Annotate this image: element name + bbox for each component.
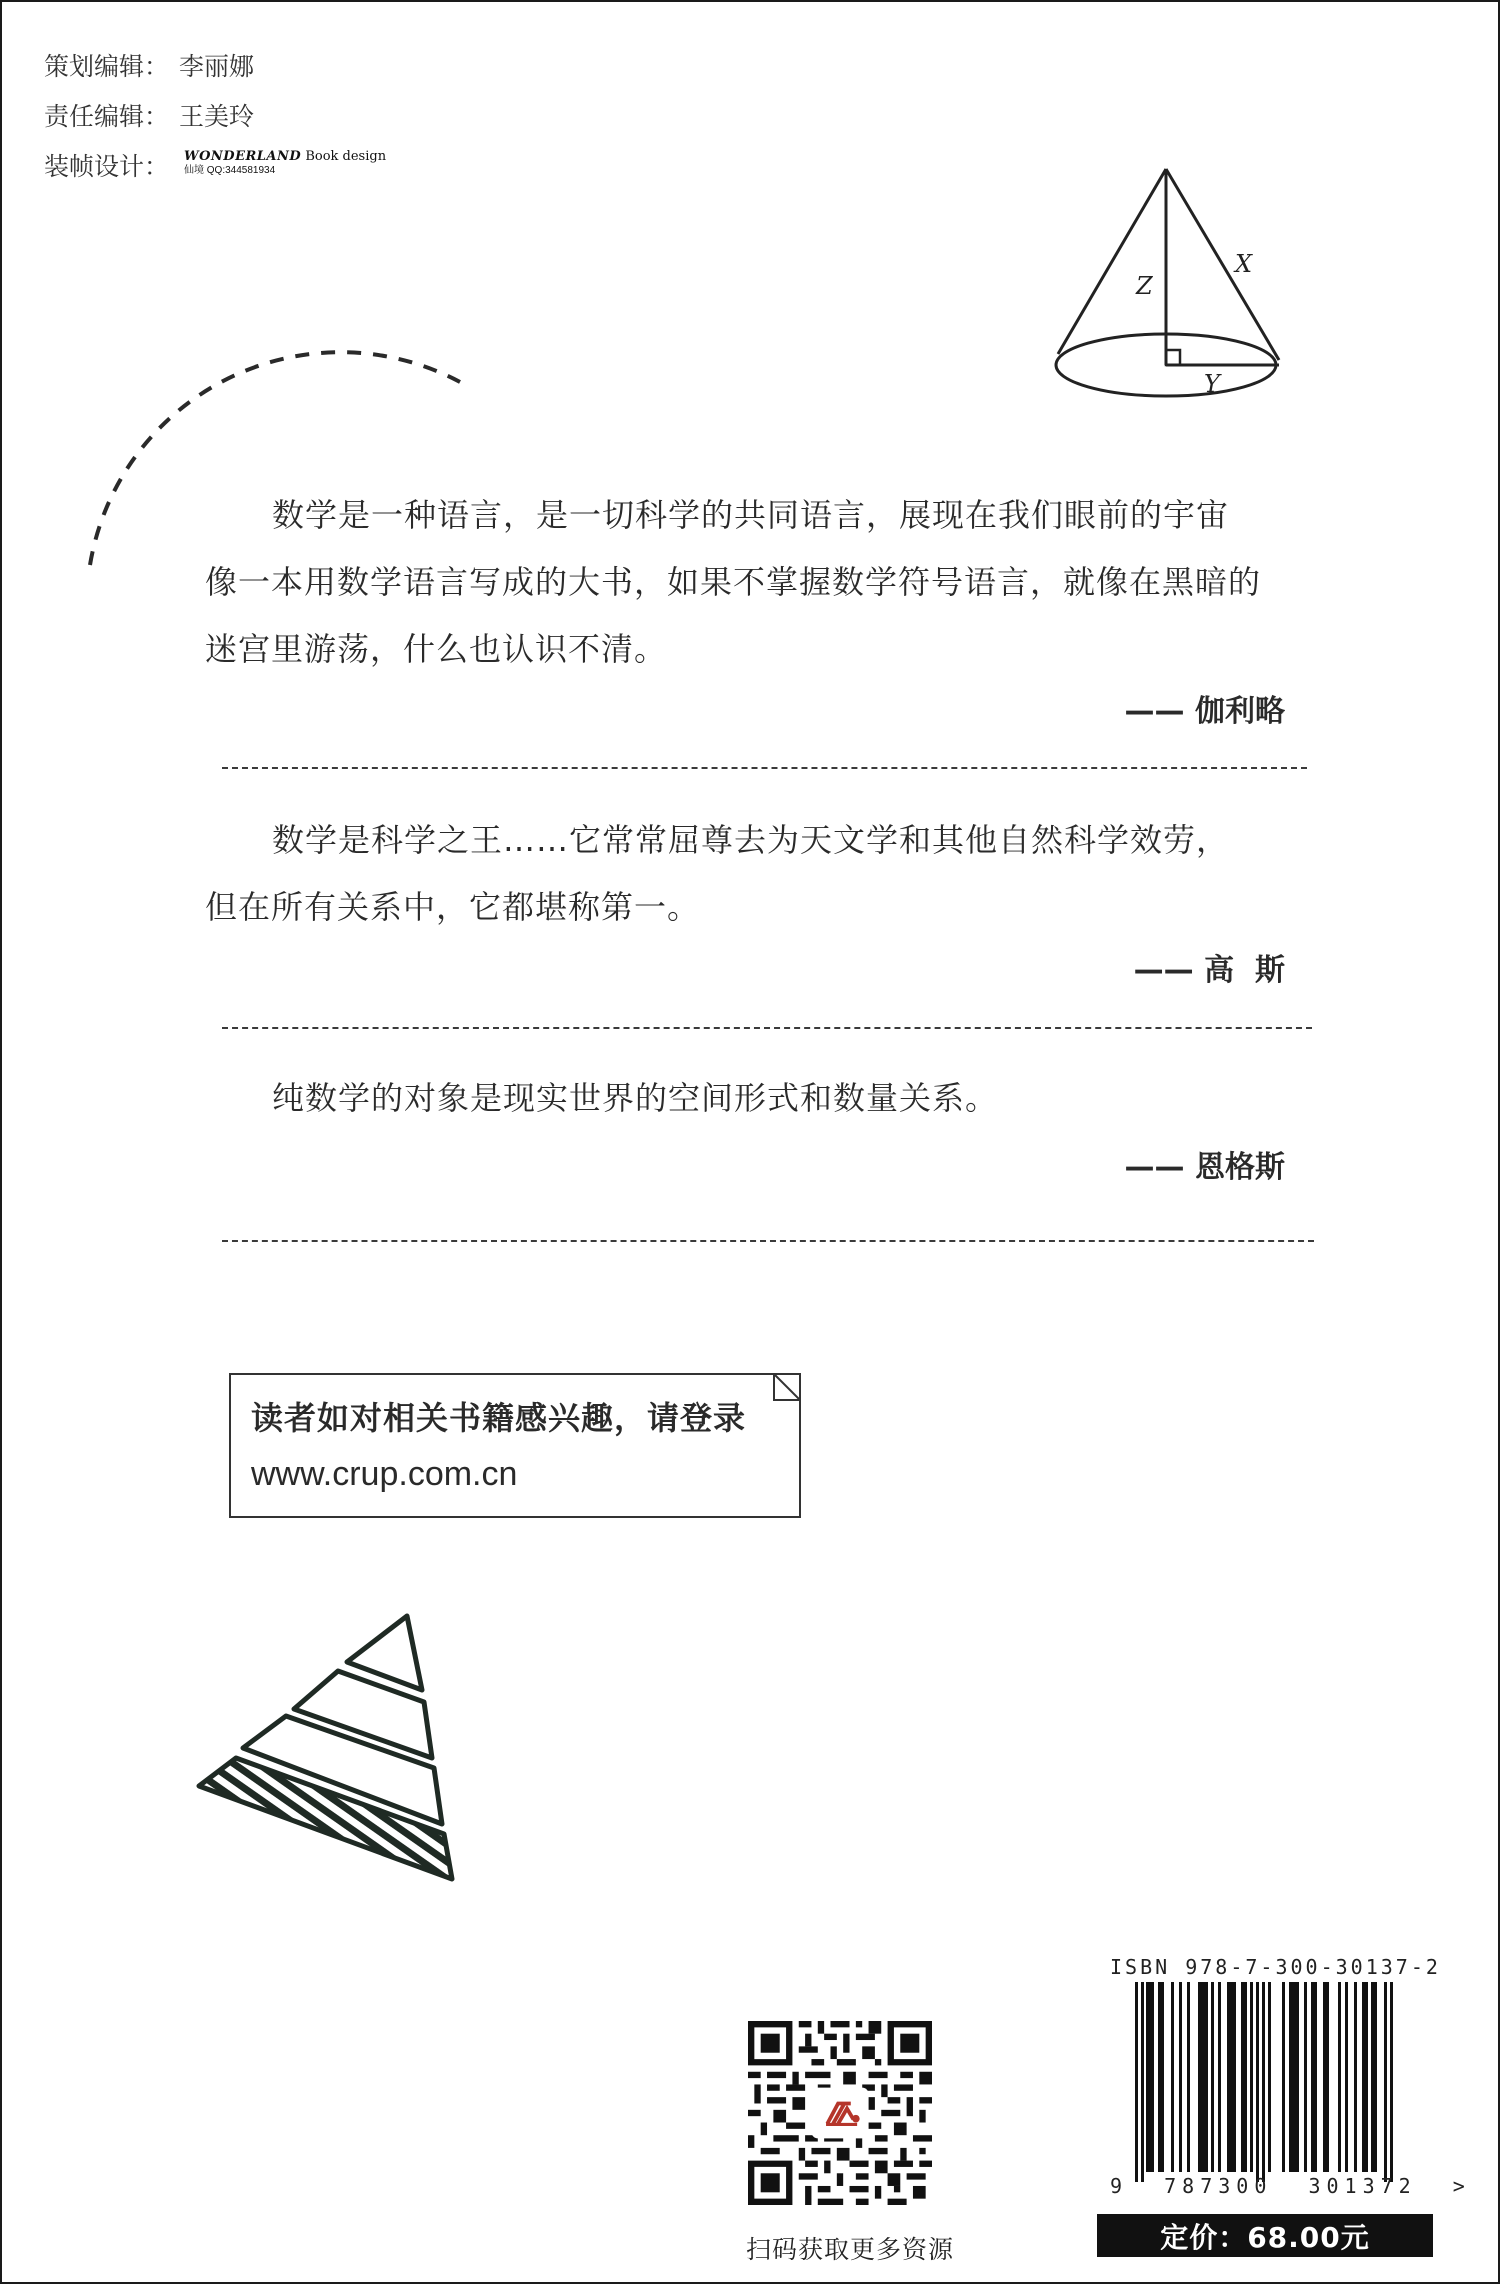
studio-brand: WONDERLAND xyxy=(184,149,302,164)
cone-label-z: Z xyxy=(1136,272,1153,300)
credit-value: 李丽娜 xyxy=(179,52,255,81)
divider-dashed xyxy=(222,1240,1314,1242)
quote-galileo xyxy=(205,482,1295,683)
credit-value: 王美玲 xyxy=(179,102,255,131)
isbn-barcode xyxy=(1135,1982,1405,2182)
credit-label: 责任编辑： xyxy=(44,102,170,131)
quote-author-engels: —— 恩格斯 xyxy=(1124,1150,1285,1185)
quote-author-galileo: —— 伽利略 xyxy=(1124,694,1285,729)
quote-line: 迷宫里游荡，什么也认识不清。 xyxy=(205,630,668,668)
credit-label: 策划编辑： xyxy=(44,52,170,81)
divider-dashed xyxy=(222,767,1307,769)
reader-notice-box xyxy=(229,1373,801,1518)
cone-label-x: X xyxy=(1235,250,1253,278)
credit-label: 装帧设计： xyxy=(44,152,170,181)
quote-line: 数学是一种语言，是一切科学的共同语言，展现在我们眼前的宇宙 xyxy=(272,496,1230,534)
cone-diagram xyxy=(1032,142,1312,412)
barcode-digits: 9 787300 301372 > xyxy=(1110,2174,1471,2198)
quote-line: 数学是科学之王……它常常屈尊去为天文学和其他自然科学效劳， xyxy=(272,821,1230,859)
qr-caption: 扫码获取更多资源 xyxy=(746,2235,955,2264)
price-label: 定价：68.00元 xyxy=(1097,2214,1433,2257)
isbn-digits xyxy=(1110,2174,1471,2198)
studio-name: 仙境 xyxy=(184,165,204,176)
reader-notice-text: 读者如对相关书籍感兴趣，请登录 xyxy=(251,1399,747,1437)
publisher-url[interactable]: www.crup.com.cn xyxy=(251,1455,518,1493)
quote-line: 像一本用数学语言写成的大书，如果不掌握数学符号语言，就像在黑暗的 xyxy=(205,563,1262,601)
folded-corner-icon xyxy=(773,1373,801,1401)
studio-tagline: Book design xyxy=(305,149,387,164)
layered-pyramid-decoration xyxy=(192,1602,462,1892)
quote-line: 纯数学的对象是现实世界的空间形式和数量关系。 xyxy=(272,1079,999,1117)
quote-line: 但在所有关系中，它都堪称第一。 xyxy=(205,888,701,926)
divider-dashed xyxy=(222,1027,1312,1029)
qr-code[interactable] xyxy=(748,2021,932,2205)
quote-author-gauss: —— 高 斯 xyxy=(1133,953,1285,988)
cone-label-y: Y xyxy=(1204,370,1220,398)
studio-qq: QQ:344581934 xyxy=(206,165,276,176)
quote-engels xyxy=(205,1065,1305,1132)
isbn-label: ISBN 978-7-300-30137-2 xyxy=(1110,1955,1441,1979)
quote-gauss xyxy=(205,807,1305,941)
